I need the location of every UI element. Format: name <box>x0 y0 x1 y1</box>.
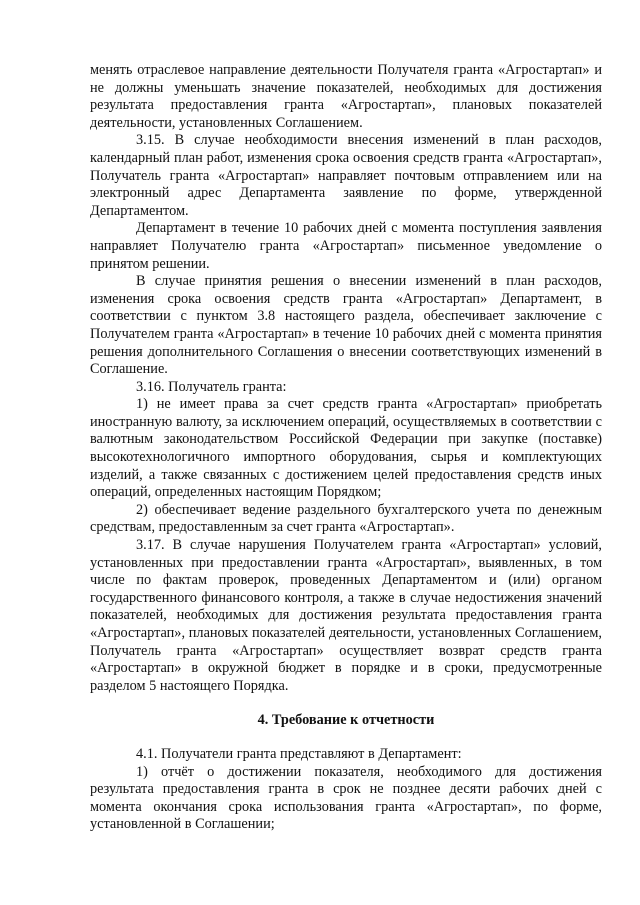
paragraph-3-15: 3.15. В случае необходимости внесения изменений в план расходов, календарный план работ, изменения срока освоения средств гранта «Агростартап», Получатель гранта «Агростартап» направляет почтовым отправлением или на электронный адрес Департамента заявление по форме, утвержденной Департаментом. <box>90 132 602 219</box>
section-heading: 4. Требование к отчетности <box>257 712 435 729</box>
paragraph-4-1: 4.1. Получатели гранта представляют в Департамент: <box>136 745 462 762</box>
paragraph-3-16-item-1: 1) не имеет права за счет средств гранта «Агростартап» приобретать иностранную валюту, за исключением операций, осуществляемых в соответствии с валютным законодательством Российской Федерации при закупке (поставке) высокотехнологичного импортного оборудования, сырья и комплектующих изделий, а также связанных с достижением целей предоставления средств иных операций, определенных настоящим Порядком; <box>90 396 602 501</box>
paragraph-decision-changes: В случае принятия решения о внесении изменений в план расходов, изменения срока освоения средств гранта «Агростартап» Департамент, в соответствии с пунктом 3.8 настоящего раздела, обеспечивает заключение с Получателем гранта «Агростартап» в течение 10 рабочих дней с момента принятия решения дополнительного Соглашения о внесении соответствующих изменений в Соглашение. <box>90 273 602 378</box>
paragraph-3-17: 3.17. В случае нарушения Получателем гранта «Агростартап» условий, установленных при предоставлении гранта «Агростартап», выявленных, в том числе по фактам проверок, проведенных Департаментом и (или) органом государственного финансового контроля, а также в случае недостижения значений показателей, необходимых для достижения результата предоставления гранта «Агростартап», плановых показателей деятельности, установленных Соглашением, Получатель гранта «Агростартап» осуществляет возврат средств гранта «Агростартап» в окружной бюджет в порядке и в сроки, предусмотренные разделом 5 настоящего Порядка. <box>90 537 602 694</box>
paragraph-department-notice: Департамент в течение 10 рабочих дней с момента поступления заявления направляет Получателю гранта «Агростартап» письменное уведомление о принятом решении. <box>90 220 602 272</box>
paragraph-continuation: менять отраслевое направление деятельности Получателя гранта «Агростартап» и не должны уменьшать значение показателей, необходимых для достижения результата предоставления гранта «Агростартап», плановых показателей деятельности, установленных Соглашением. <box>90 62 602 131</box>
document-page <box>90 62 602 834</box>
paragraph-4-1-item-1: 1) отчёт о достижении показателя, необходимого для достижения результата предоставления гранта в срок не позднее десяти рабочих дней с момента окончания срока использования гранта «Агростартап», по форме, установленной в Соглашении; <box>90 763 602 833</box>
paragraph-3-16: 3.16. Получатель гранта: <box>136 378 287 395</box>
paragraph-3-16-item-2: 2) обеспечивает ведение раздельного бухгалтерского учета по денежным средствам, предоставленным за счет гранта «Агростартап». <box>90 501 602 536</box>
